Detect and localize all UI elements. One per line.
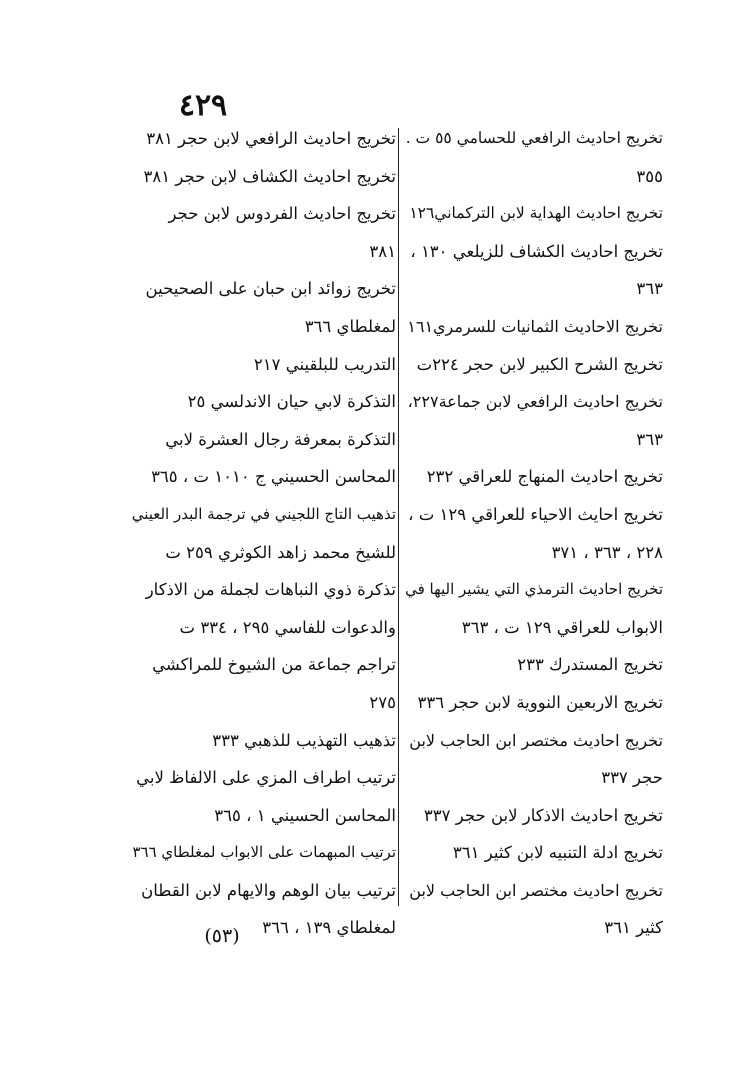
index-entry: لمغلطاي ١٣٩ ، ٣٦٦ bbox=[262, 918, 396, 938]
footer-page-number: (٥٣) bbox=[204, 925, 240, 947]
index-entry: تذهيب التاج اللجيني في ترجمة البدر العيني bbox=[131, 504, 396, 523]
index-entry: تخريج المستدرك ٢٣٣ bbox=[517, 655, 663, 675]
index-entry: تخريج احاديث الرافعي لابن حجر ٣٨١ bbox=[146, 129, 396, 148]
page-number: ٤٢٩ bbox=[178, 88, 228, 123]
index-entry: تخريج احاديث الرافعي للحسامي ٥٥ ت . bbox=[405, 129, 663, 147]
index-entry: التذكرة بمعرفة رجال العشرة لابي bbox=[165, 429, 396, 449]
index-entry: ترتيب بيان الوهم والايهام لابن القطان bbox=[141, 880, 396, 900]
index-entry: ٣٥٥ bbox=[636, 166, 663, 186]
index-entry: ٣٨١ bbox=[369, 241, 396, 261]
index-entry: تخريج احاديث الكشاف للزيلعي ١٣٠ ، bbox=[410, 241, 663, 261]
index-entry: تخريج زوائد ابن حبان على الصحيحين bbox=[145, 279, 396, 299]
index-entry: التدريب للبلقيني ٢١٧ bbox=[253, 354, 396, 374]
index-entry: تخريج احاديث الرافعي لابن جماعة٢٢٧، bbox=[407, 392, 663, 412]
index-entry: تخريج احاديث الترمذي التي يشير اليها في bbox=[405, 580, 663, 599]
index-entry: تخريج احاديث الفردوس لابن حجر bbox=[168, 204, 396, 224]
index-entry: ٣٦٣ bbox=[636, 429, 663, 449]
index-entry: تراجم جماعة من الشيوخ للمراكشي bbox=[152, 655, 396, 675]
index-entry: ٣٦٣ bbox=[636, 279, 663, 299]
index-entry: تخريج ادلة التنبيه لابن كثير ٣٦١ bbox=[452, 843, 663, 863]
index-entry: ترتيب اطراف المزي على الالفاظ لابي bbox=[136, 768, 396, 788]
index-entry: تخريج احاديث مختصر ابن الحاجب لابن bbox=[409, 880, 663, 900]
index-entry: لمغلطاي ٣٦٦ bbox=[304, 316, 396, 336]
index-entry: تخريج احاديث المنهاج للعراقي ٢٣٢ bbox=[426, 467, 663, 487]
index-entry: تخريج احاديث الهداية لابن التركماني١٢٦ bbox=[409, 204, 663, 223]
index-entry: تخريج احاديث مختصر ابن الحاجب لابن bbox=[409, 730, 663, 750]
index-entry: كثير ٣٦١ bbox=[604, 918, 663, 938]
index-entry: تخريج الاحاديث الثمانيات للسرمري١٦١ bbox=[407, 316, 663, 336]
index-entry: للشيخ محمد زاهد الكوثري ٢٥٩ ت bbox=[165, 542, 396, 562]
index-entry: تخريج احاديث الكشاف لابن حجر ٣٨١ bbox=[143, 166, 396, 186]
index-entry: تذكرة ذوي النباهات لجملة من الاذكار bbox=[145, 580, 396, 600]
index-entry: المحاسن الحسيني ١ ، ٣٦٥ bbox=[214, 805, 396, 825]
index-entry: الابواب للعراقي ١٢٩ ت ، ٣٦٣ bbox=[461, 617, 663, 637]
index-entry: والدعوات للفاسي ٢٩٥ ، ٣٣٤ ت bbox=[179, 617, 396, 637]
index-entry: تذهيب التهذيب للذهبي ٣٣٣ bbox=[212, 730, 396, 750]
index-entry: ترتيب المبهمات على الابواب لمغلطاي ٣٦٦ bbox=[132, 843, 396, 862]
index-entry: تخريج احايث الاحياء للعراقي ١٢٩ ت ، bbox=[408, 504, 663, 524]
index-entry: حجر ٣٣٧ bbox=[601, 768, 663, 788]
index-entry: التذكرة لابي حيان الاندلسي ٢٥ bbox=[187, 392, 396, 412]
index-entry: ٢٧٥ bbox=[369, 692, 396, 712]
index-entry: تخريج الاربعين النووية لابن حجر ٣٣٦ bbox=[417, 692, 663, 712]
left-column bbox=[128, 120, 396, 947]
column-divider bbox=[398, 128, 399, 906]
index-entry: تخريج احاديث الاذكار لابن حجر ٣٣٧ bbox=[423, 805, 663, 825]
right-column bbox=[403, 120, 663, 947]
index-entry: المحاسن الحسيني ج ١٠١٠ ت ، ٣٦٥ bbox=[151, 467, 396, 487]
index-entry: تخريج الشرح الكبير لابن حجر ٢٢٤ت bbox=[416, 354, 663, 374]
index-entry: ٢٢٨ ، ٣٦٣ ، ٣٧١ bbox=[551, 542, 663, 562]
